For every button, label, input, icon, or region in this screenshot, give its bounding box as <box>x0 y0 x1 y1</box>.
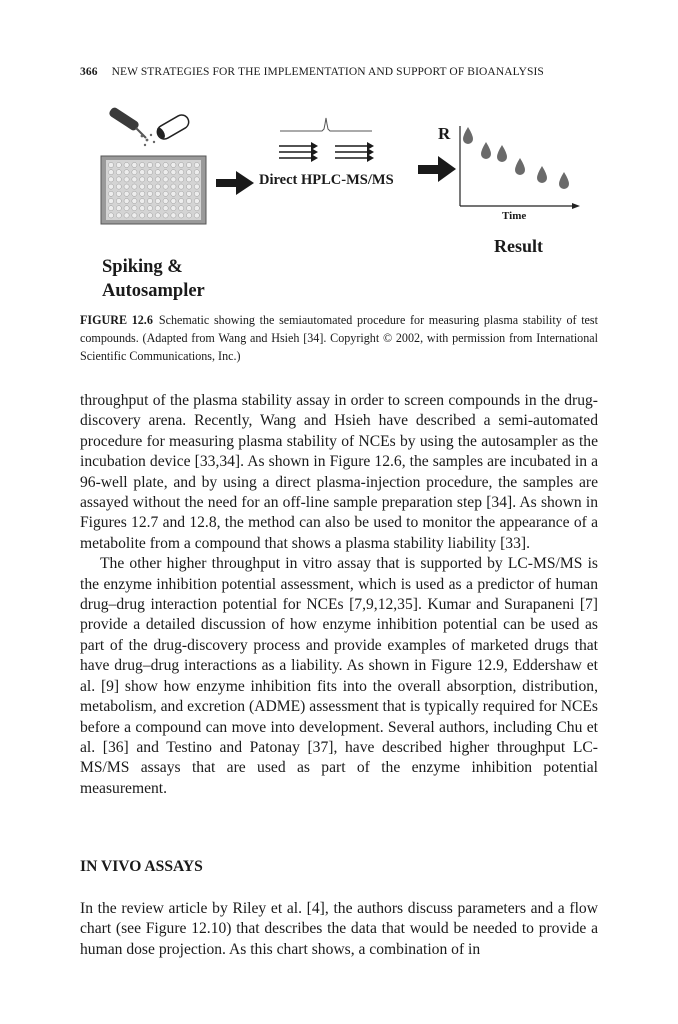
well <box>140 198 145 203</box>
well <box>194 213 199 218</box>
body-text <box>80 391 598 799</box>
well <box>108 198 113 203</box>
well <box>147 184 152 189</box>
well <box>132 184 137 189</box>
well <box>155 177 160 182</box>
well <box>116 191 121 196</box>
well <box>116 177 121 182</box>
well <box>132 170 137 175</box>
chromatogram-trace <box>280 118 372 131</box>
well <box>179 206 184 211</box>
well <box>179 184 184 189</box>
arrow-right-icon <box>418 156 456 182</box>
well <box>179 170 184 175</box>
well <box>140 213 145 218</box>
flow-arrows-icon <box>279 142 374 162</box>
well <box>163 162 168 167</box>
well <box>194 191 199 196</box>
well <box>132 177 137 182</box>
page-number: 366 <box>80 66 98 78</box>
section-paragraph-1: In the review article by Riley et al. [4], the authors discuss parameters and a flow chart (see Figure 12.10) that describes the data that would be needed to provide a human dose projection. As this chart shows, a combination of in <box>80 900 598 958</box>
figure-caption <box>80 311 598 365</box>
well <box>186 170 191 175</box>
well <box>124 184 129 189</box>
syringe-icon <box>108 106 146 138</box>
well <box>155 184 160 189</box>
well <box>171 170 176 175</box>
well <box>186 191 191 196</box>
well <box>163 206 168 211</box>
well <box>171 191 176 196</box>
running-title: NEW STRATEGIES FOR THE IMPLEMENTATION AND SUPPORT OF BIOANALYSIS <box>111 66 544 78</box>
figure-12-6 <box>0 100 678 305</box>
axis-r-label: R <box>438 124 451 143</box>
well <box>194 170 199 175</box>
well <box>147 191 152 196</box>
well-plate-icon <box>101 156 206 224</box>
well <box>147 170 152 175</box>
well <box>124 213 129 218</box>
well <box>108 177 113 182</box>
well <box>163 170 168 175</box>
well <box>155 206 160 211</box>
well <box>124 198 129 203</box>
well <box>155 170 160 175</box>
well <box>171 213 176 218</box>
well <box>155 162 160 167</box>
well <box>171 162 176 167</box>
droplets-icon <box>141 134 156 146</box>
well <box>171 177 176 182</box>
well <box>171 198 176 203</box>
well <box>140 177 145 182</box>
spiking-autosampler-label: Spiking & Autosampler <box>102 257 205 301</box>
well <box>108 184 113 189</box>
well <box>163 191 168 196</box>
well <box>155 191 160 196</box>
vial-icon <box>155 112 191 141</box>
well <box>194 184 199 189</box>
well <box>108 213 113 218</box>
well <box>140 191 145 196</box>
well <box>163 184 168 189</box>
well <box>147 177 152 182</box>
well <box>186 184 191 189</box>
well <box>108 170 113 175</box>
axis-time-label: Time <box>502 210 527 222</box>
well <box>171 184 176 189</box>
well <box>186 177 191 182</box>
well <box>147 213 152 218</box>
well <box>108 206 113 211</box>
well <box>179 198 184 203</box>
running-head <box>80 66 600 78</box>
well <box>116 198 121 203</box>
caption-text: Schematic showing the semiautomated procedure for measuring plasma stability of test compounds. (Adapted from Wang and Hsieh [34]. Copyright © 2002, with permission from International Scientific Communications, Inc.) <box>80 313 598 363</box>
well <box>179 177 184 182</box>
well <box>163 177 168 182</box>
well <box>124 162 129 167</box>
arrow-right-icon <box>216 171 254 195</box>
well <box>132 213 137 218</box>
section-body-text <box>80 899 598 960</box>
well <box>186 162 191 167</box>
well <box>124 170 129 175</box>
well <box>140 206 145 211</box>
well <box>155 198 160 203</box>
result-drops-icon <box>463 127 569 189</box>
well <box>179 191 184 196</box>
well <box>116 170 121 175</box>
well <box>194 177 199 182</box>
well <box>124 206 129 211</box>
well <box>132 206 137 211</box>
well <box>140 162 145 167</box>
well <box>116 213 121 218</box>
paragraph-2: The other higher throughput in vitro assay that is supported by LC-MS/MS is the enzyme inhibition potential assessment, which is used as a predictor of human drug–drug interaction potential for NCEs [7,9,12,35]. Kumar and Surapaneni [7] provide a detailed discussion of how enzyme inhibition potential can be used as part of the drug-discovery process and provide examples of marketed drugs that have drug–drug interactions as a liability. As shown in Figure 12.9, Eddershaw et al. [9] show how enzyme inhibition fits into the overall absorption, distribution, metabolism, and excretion (ADME) assessment that is typically required for NCEs before a compound can move into development. Several authors, including Chu et al. [36] and Testino and Patonay [37], have described higher throughput LC-MS/MS assays that are used as part of the enzyme inhibition potential measurement. <box>80 555 598 797</box>
well <box>116 206 121 211</box>
well <box>108 162 113 167</box>
well <box>194 206 199 211</box>
well <box>132 191 137 196</box>
well <box>124 191 129 196</box>
well <box>194 198 199 203</box>
well <box>132 162 137 167</box>
well <box>171 206 176 211</box>
paragraph-1: throughput of the plasma stability assay in order to screen compounds in the drug-discovery arena. Recently, Wang and Hsieh have described a semi-automated procedure for measuring plasma stability of NCEs by using the autosampler as the incubation device [33,34]. As shown in Figure 12.6, the samples are incubated in a 96-well plate, and by using a direct plasma-injection procedure, the samples are assayed without the need for an off-line sample preparation step [34]. As shown in Figures 12.7 and 12.8, the method can also be used to monitor the appearance of a metabolite from a compound that shows a plasma stability liability [33]. <box>80 392 598 552</box>
figure-number: FIGURE 12.6 <box>80 313 153 327</box>
well <box>147 198 152 203</box>
well <box>140 184 145 189</box>
well <box>155 213 160 218</box>
well <box>163 213 168 218</box>
well <box>108 191 113 196</box>
well <box>140 170 145 175</box>
well <box>194 162 199 167</box>
well <box>179 162 184 167</box>
well <box>179 213 184 218</box>
well <box>186 198 191 203</box>
well <box>186 206 191 211</box>
well <box>116 184 121 189</box>
well <box>147 162 152 167</box>
well <box>124 177 129 182</box>
section-heading: IN VIVO ASSAYS <box>80 858 203 875</box>
well <box>163 198 168 203</box>
well <box>147 206 152 211</box>
well <box>186 213 191 218</box>
well <box>116 162 121 167</box>
well <box>132 198 137 203</box>
result-label: Result <box>494 236 543 256</box>
hplc-label: Direct HPLC-MS/MS <box>259 172 394 188</box>
